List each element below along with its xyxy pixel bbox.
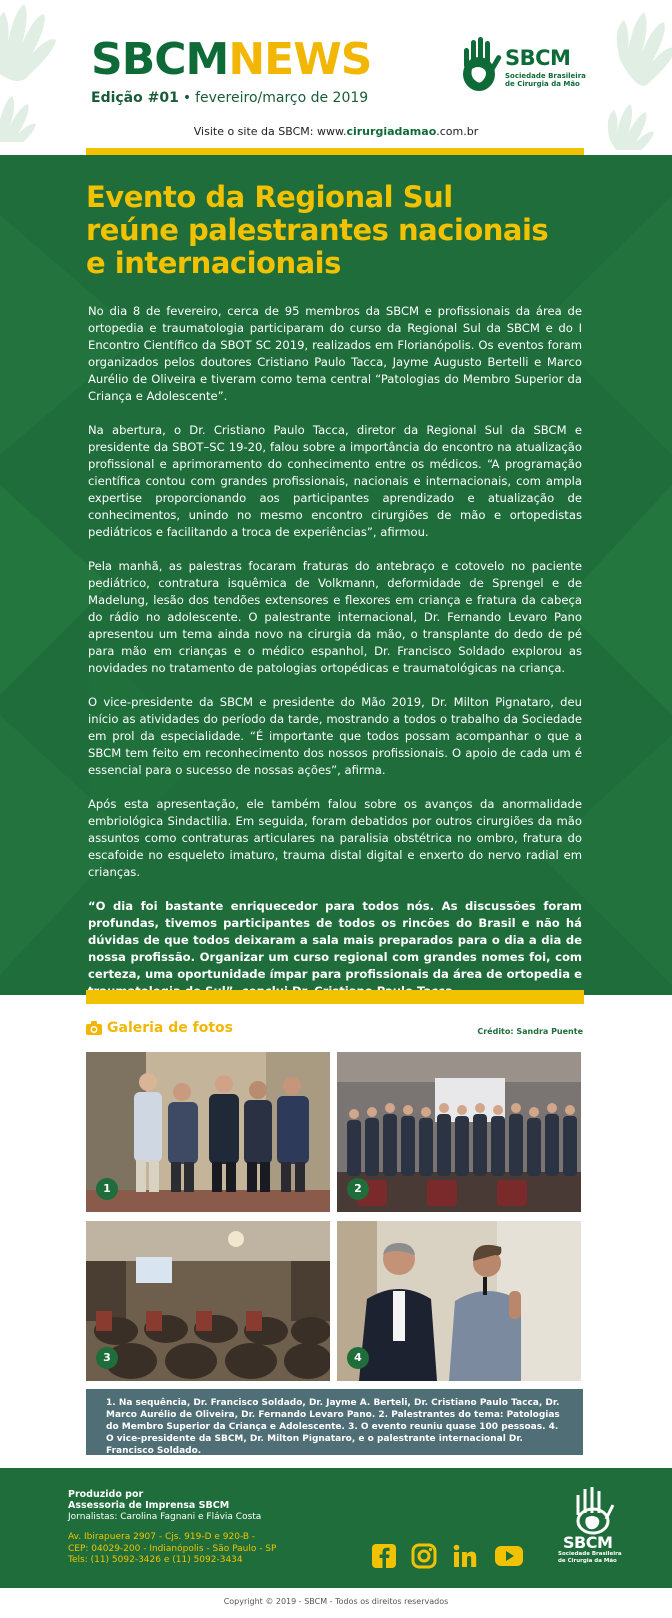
photo-1-image: [86, 1052, 330, 1212]
site-link-line: [0, 125, 672, 138]
edition-number: Edição #01: [91, 90, 179, 106]
article-closing-quote: “O dia foi bastante enriquecedor para todos nós. As discussões foram profundas, tivemos participantes de todos os rincões do Brasil e não há dúvidas de que todos deixaram a sala mais preparados para o dia a dia de nossa profissão. Organizar um curso regional com grandes nomes foi, com certeza, uma oportunidade ímpar para profissionais da área de ortopedia e: [88, 899, 582, 981]
article-paragraph: Pela manhã, as palestras focaram fraturas do antebraço e cotovelo no paciente pediátrico, contratura isquêmica de Volkmann, deformidade de Sprengel e de Madelung, lesão dos tendões extensores e flexores em criança e fratura da cabeça do rádio no adolescente. O palestrante internacional, Dr. Fernando Levaro Pano apresentou um tema ainda novo na cirurgia da mão, o transplante do dedo de pé para mão em crianças e o médico espanhol, Dr. Francisco Soldado explorou as novidades no tratamento de patologias ortopédicas e traumatológicas na criança.: [88, 559, 582, 675]
masthead-news: NEWS: [228, 34, 372, 85]
article-headline: [86, 181, 586, 280]
journalists: Jornalistas: Carolina Fagnani e Flávia Costa: [68, 1512, 262, 1522]
masthead-sbcm: SBCM: [91, 34, 229, 85]
address-line-2: CEP: 04029-200 - Indianópolis - São Paulo - SP: [68, 1543, 277, 1554]
newsletter-footer: [0, 1468, 672, 1588]
logo-tagline-2: de Cirurgia da Mão: [505, 80, 580, 89]
produced-by: [68, 1489, 229, 1511]
footer-logo-tagline-1: Sociedade Brasileira: [558, 1551, 622, 1557]
article-paragraph: No dia 8 de fevereiro, cerca de 95 membros da SBCM e profissionais da área de ortopedia e traumatologia participaram do curso da Regional Sul da SBCM e do I Encontro Científico da SBOT SC 2019, realizados em Florianópolis. Os eventos foram organizados pelos doutores Cristiano Paulo Tacca, Jayme Augusto Bertelli e Marco Aurélio de Oliveira e tiveram como tema central “Patologias do Membro Superior da Criança e Adolescente”.: [88, 304, 582, 403]
article-paragraph: Na abertura, o Dr. Cristiano Paulo Tacca, diretor da Regional Sul da SBCM e presidente da SBOT–SC 19-20, falou sobre a importância do encontro na atualização profissional e aprimoramento do conhecimento entre os médicos. “A programação científica contou com grandes profissionais, nacionais e internacionais, com ampla expertise proporcionando aos participantes aprendizado e atualização de conhecimentos, unindo no mesmo encontro cirurgiões de mão e ortopedistas pediátricos e facilitando a troca de experiências”, afirmou.: [88, 423, 582, 539]
phone-numbers: Tels: (11) 5092-3426 e (11) 5092-3434: [68, 1555, 243, 1565]
gallery-title-text: Galeria de fotos: [107, 1020, 233, 1036]
photo-number-badge: 2: [347, 1178, 369, 1200]
masthead-title: [91, 34, 372, 85]
gallery-caption: 1. Na sequência, Dr. Francisco Soldado, Dr. Jayme A. Berteli, Dr. Cristiano Paulo Tacca, Dr. Marco Aurélio de Oliveira, Dr. Fernando Levaro Pano. 2. Palestrantes do tema: Patologias do Membro Superior da Criança e Adolescente. 3. O evento reuniu quase 100 pessoas. 4. O vice-presidente da SBCM, Dr. Milton Pignataro, e o palestrante internacional Dr. Francisco Soldado.: [86, 1389, 583, 1455]
edition-line: [91, 90, 368, 106]
sbcm-logo-text: [505, 48, 586, 89]
photo-3-image: [86, 1221, 330, 1381]
footer-sbcm-logo[interactable]: [558, 1485, 628, 1573]
photo-credit: Crédito: Sandra Puente: [477, 1027, 583, 1036]
logo-tagline-1: Sociedade Brasileira: [505, 72, 586, 80]
article-section: [0, 155, 672, 995]
site-url-highlight[interactable]: cirurgiadamao: [346, 125, 437, 138]
bottom-yellow-divider: [86, 990, 584, 1004]
footer-logo-tagline-2: de Cirurgia da Mão: [558, 1558, 617, 1564]
sbcm-hand-logo-icon: [558, 1485, 628, 1535]
bullet-separator: •: [182, 90, 192, 106]
photo-number-badge: 1: [96, 1178, 118, 1200]
footer-logo-tagline: [558, 1551, 630, 1565]
facebook-icon[interactable]: [371, 1543, 397, 1569]
gallery-photo-1[interactable]: [86, 1052, 330, 1212]
produced-by-label: Produzido por: [68, 1489, 144, 1500]
gallery-title: [86, 1020, 233, 1036]
photo-number-badge: 3: [96, 1347, 118, 1369]
produced-by-agency: Assessoria de Imprensa SBCM: [68, 1500, 230, 1511]
photo-number-badge: 4: [347, 1347, 369, 1369]
gallery-photo-4[interactable]: [337, 1221, 581, 1381]
gallery-photo-2[interactable]: [337, 1052, 581, 1212]
article-paragraph: O vice-presidente da SBCM e presidente do Mão 2019, Dr. Milton Pignataro, deu início as atividades do período da tarde, mostrando a todos o trabalho da Sociedade em prol da especialidade. “É importante que todos possam acompanhar o que a SBCM tem feito em reconhecimento dos nossos profissionais. O apoio de cada um é essencial para o sucesso de nossas ações”, afirma.: [88, 695, 582, 777]
headline-line-2: reúne palestrantes nacionais: [86, 213, 549, 247]
article-paragraph: Após esta apresentação, ele também falou sobre os avanços da anormalidade embriológica Sindactilia. Em seguida, foram debatidos por outros cirurgiões da mão assuntos como contraturas articulares na paralisia obstétrica no ombro, fratura do escafoide no esqueleto imaturo, trauma distal digital e enxerto do nervo radial em crianças.: [88, 797, 582, 879]
instagram-icon[interactable]: [411, 1543, 437, 1569]
contact-address: [68, 1532, 276, 1567]
edition-date: fevereiro/março de 2019: [195, 90, 369, 106]
youtube-icon[interactable]: [494, 1543, 524, 1569]
camera-icon: [86, 1021, 102, 1035]
footer-logo-name: SBCM: [563, 1533, 613, 1552]
photo-4-image: [337, 1221, 581, 1381]
logo-name: SBCM: [505, 46, 571, 70]
decorative-hands-left: [0, 0, 80, 142]
copyright: Copyright © 2019 - SBCM - Todos os direitos reservados: [223, 1597, 449, 1606]
headline-line-1: Evento da Regional Sul: [86, 180, 453, 214]
site-url-prefix[interactable]: www.: [316, 125, 347, 138]
linkedin-icon[interactable]: [452, 1543, 478, 1569]
headline-line-3: e internacionais: [86, 246, 341, 280]
gallery-photo-3[interactable]: [86, 1221, 330, 1381]
article-body: [88, 303, 582, 995]
site-label: Visite o site da SBCM:: [193, 125, 317, 138]
site-url-suffix[interactable]: .com.br: [436, 125, 479, 138]
photo-2-image: [337, 1052, 581, 1212]
address-line-1: Av. Ibirapuera 2907 - Cjs. 919-D e 920-B -: [68, 1532, 256, 1542]
newsletter-header: [0, 0, 672, 155]
